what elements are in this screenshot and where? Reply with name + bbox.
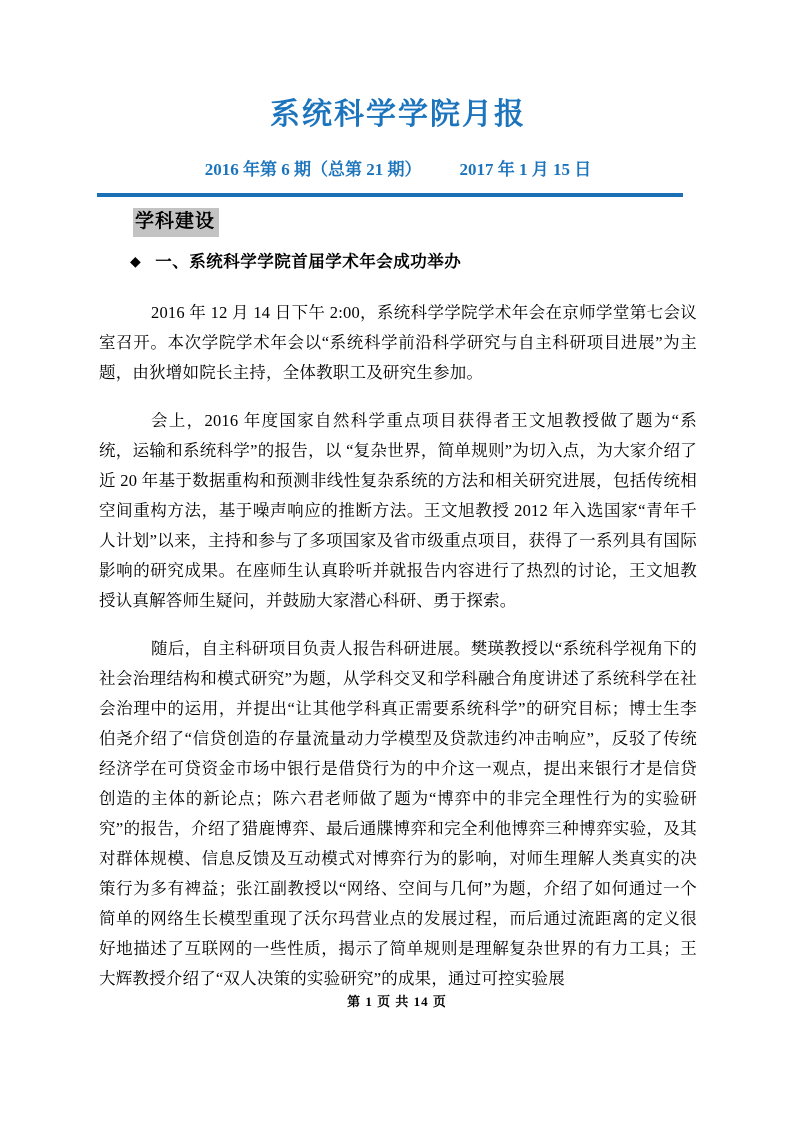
article-heading [130,250,697,276]
issue-date-line [99,159,697,181]
article-heading-text: 一、系统科学学院首届学术年会成功举办 [155,252,462,271]
page-number-footer: 第 1 页 共 14 页 [347,994,447,1009]
paragraph-2: 会上，2016 年度国家自然科学重点项目获得者王文旭教授做了题为“系统，运输和系统科学”的报告，以 “复杂世界，简单规则”为切入点，为大家介绍了近 20 年基于数据重构和预测非线性复杂系统的方法和相关研究进展，包括传统相空间重构方法，基于噪声响应的推断方法。王文旭教授 2012 年入选国家“青年千人计划”以来，主持和参与了多项国家及省市级重点项目，获得了一系列具有国际影响的研究成果。在座师生认真聆听并就报告内容进行了热烈的讨论，王文旭教授认真解答师生疑问，并鼓励大家潜心科研、勇于探索。 [99,411,697,610]
article-body [99,298,697,994]
issue-number: 2016 年第 6 期（总第 21 期） [204,160,422,179]
section-heading-row [133,208,697,237]
document-title: 系统科学学院月报 [270,98,526,131]
paragraph-1: 2016 年 12 月 14 日下午 2:00，系统科学学院学术年会在京师学堂第七会议室召开。本次学院学术年会以“系统科学前沿科学研究与自主科研项目进展”为主题，由狄增如院长主持，全体教职工及研究生参加。 [99,303,697,382]
header-divider-rule [97,193,683,197]
diamond-bullet-icon: ◆ [130,255,142,270]
paragraph-3: 随后，自主科研项目负责人报告科研进展。樊瑛教授以“系统科学视角下的社会治理结构和模式研究”为题，从学科交叉和学科融合角度讲述了系统科学在社会治理中的运用，并提出“让其他学科真正需要系统科学”的研究目标；博士生李伯尧介绍了“信贷创造的存量流量动力学模型及贷款违约冲击响应”，反驳了传统经济学在可贷资金市场中银行是借贷行为的中介这一观点，提出来银行才是信贷创造的主体的新论点；陈六君老师做了题为“博弈中的非完全理性行为的实验研究”的报告，介绍了猎鹿博弈、最后通牒博弈和完全利他博弈三种博弈实验，及其对群体规模、信息反馈及互动模式对博弈行为的影响，对师生理解人类真实的决策行为多有裨益；张江副教授以“网络、空间与几何”为题，介绍了如何通过一个简单的网络生长模型重现了沃尔玛营业点的发展过程，而后通过流距离的定义很好地描述了互联网的一些性质，揭示了简单规则是理解复杂世界的有力工具；王大辉教授介绍了“双人决策的实验研究”的成果，通过可控实验展 [99,639,697,988]
section-heading: 学科建设 [133,208,219,237]
publication-date: 2017 年 1 月 15 日 [459,160,592,179]
